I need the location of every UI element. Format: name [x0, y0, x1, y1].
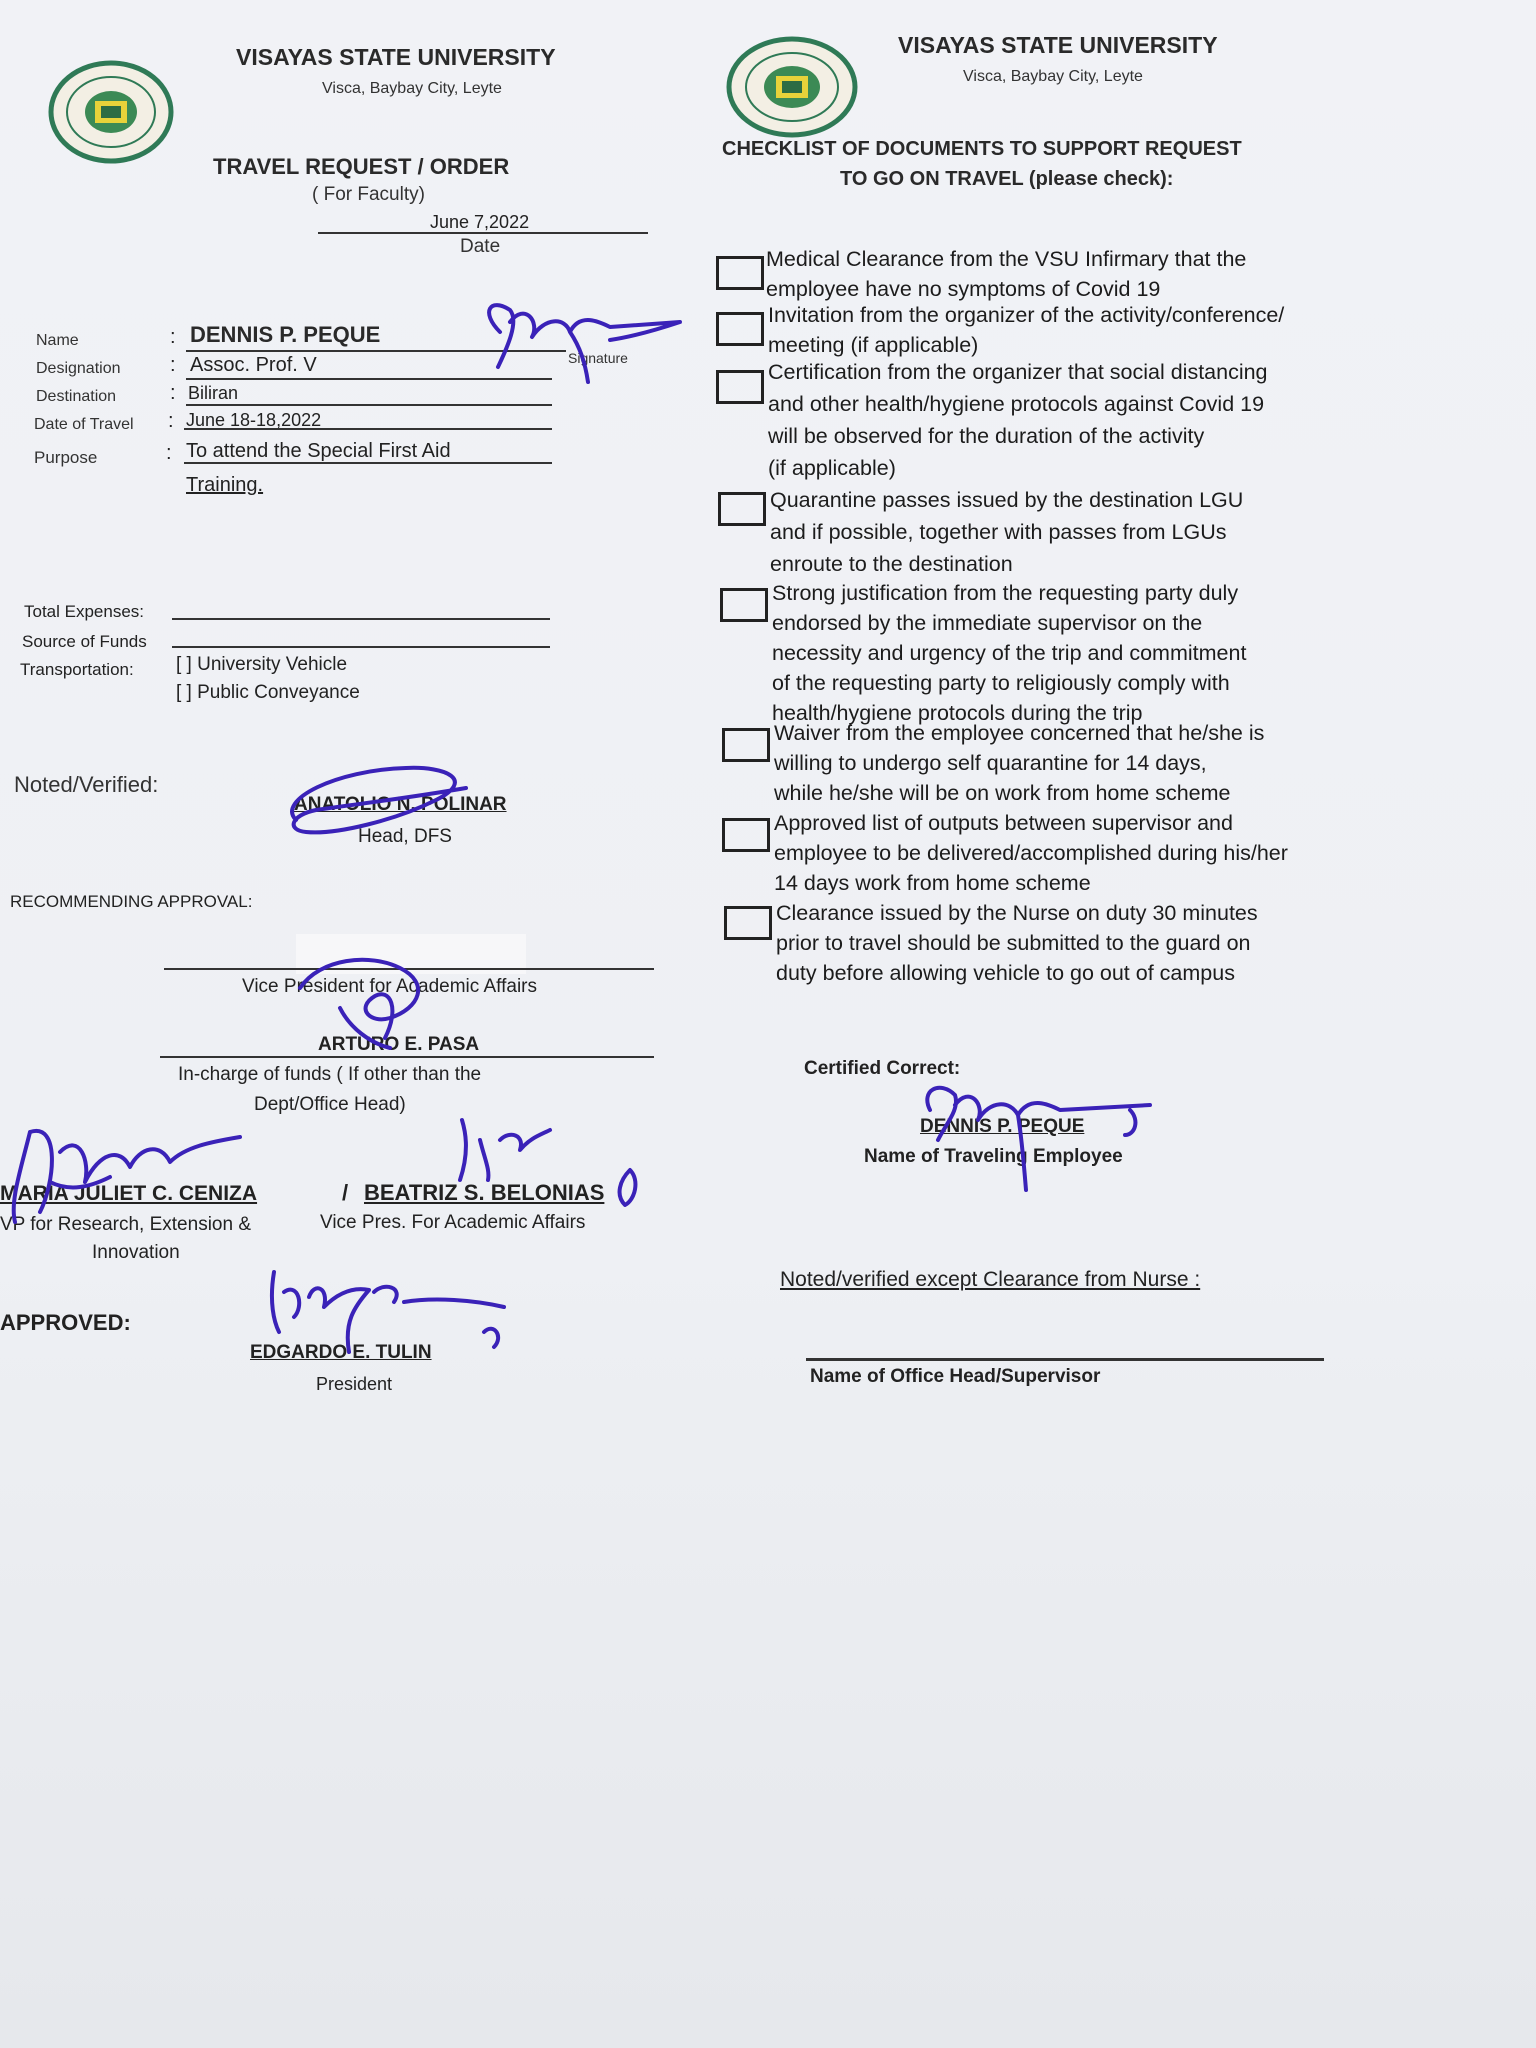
signature-employee-icon [900, 1080, 1160, 1200]
date-line [318, 232, 648, 234]
checklist-item-3: Certification from the organizer that social distancing and other health/hygiene protocols against Covid 19 will be observed for the duration of the activity (if applicable) [768, 360, 1268, 480]
university-name-right: VISAYAS STATE UNIVERSITY [898, 32, 1218, 58]
signature-vp-acad-icon [440, 1110, 650, 1220]
university-name-left: VISAYAS STATE UNIVERSITY [236, 44, 556, 70]
name-value: DENNIS P. PEQUE [190, 322, 381, 347]
signature-vp-academic-icon [280, 948, 460, 1058]
signatory-separator: / [342, 1180, 349, 1205]
certified-correct-label: Certified Correct: [804, 1058, 961, 1079]
purpose-underline-1 [184, 462, 552, 464]
option-university-vehicle: [ ] University Vehicle [176, 654, 348, 675]
office-head-line [806, 1358, 1324, 1361]
vp-research-name: MARIA JULIET C. CENIZA [0, 1182, 258, 1205]
checklist-item-8: Clearance issued by the Nurse on duty 30 minutes prior to travel should be submitted to the guard on duty before allowing vehicle to go out of campus [776, 901, 1258, 985]
signature-label: Signature [568, 350, 628, 366]
funds-title-line-1: In-charge of funds ( If other than the [178, 1064, 482, 1085]
vp-academic-title: Vice President for Academic Affairs [242, 976, 538, 997]
noted-except-label: Noted/verified except Clearance from Nurse : [780, 1268, 1201, 1291]
approved-label: APPROVED: [0, 1310, 131, 1335]
checkbox-waiver[interactable] [722, 728, 770, 762]
purpose-line-1: To attend the Special First Aid [186, 440, 451, 462]
date-of-travel-label: Date of Travel [34, 416, 134, 433]
checkbox-certification[interactable] [716, 370, 764, 404]
total-expenses-label: Total Expenses: [24, 602, 145, 621]
date-of-travel-colon: : [168, 410, 174, 432]
president-name: EDGARDO E. TULIN [250, 1342, 432, 1363]
checkbox-quarantine-passes[interactable] [718, 492, 766, 526]
name-label: Name [36, 332, 79, 349]
university-address-left: Visca, Baybay City, Leyte [322, 80, 502, 97]
noted-title: Head, DFS [358, 826, 452, 847]
form-title: TRAVEL REQUEST / ORDER [213, 154, 510, 179]
employee-name: DENNIS P. PEQUE [920, 1116, 1085, 1137]
checklist-item-2: Invitation from the organizer of the activity/conference/ meeting (if applicable) [768, 303, 1285, 357]
noted-name: ANATOLIO N. POLINAR [294, 794, 507, 815]
transportation-label: Transportation: [20, 660, 134, 679]
destination-line [186, 404, 552, 406]
destination-colon: : [170, 382, 176, 404]
purpose-label: Purpose [34, 448, 98, 467]
recommending-approval-label: RECOMMENDING APPROVAL: [10, 892, 253, 911]
request-date-label: Date [460, 236, 501, 257]
source-of-funds-label: Source of Funds [22, 632, 147, 651]
checkbox-nurse-clearance[interactable] [724, 906, 772, 940]
form-subtitle: ( For Faculty) [312, 184, 425, 205]
university-address-right: Visca, Baybay City, Leyte [963, 68, 1143, 85]
destination-label: Destination [36, 388, 117, 405]
employee-title: Name of Traveling Employee [864, 1146, 1123, 1167]
funds-name: ARTURO E. PASA [318, 1034, 480, 1055]
request-date-value: June 7,2022 [430, 212, 530, 232]
checkbox-medical-clearance[interactable] [716, 256, 764, 290]
vp-acad-title: Vice Pres. For Academic Affairs [320, 1212, 586, 1233]
checklist-item-4: Quarantine passes issued by the destination LGU and if possible, together with passes from LGUs enroute to the destination [770, 488, 1244, 576]
vp-research-title-line-2: Innovation [92, 1242, 180, 1263]
funds-title-line-2: Dept/Office Head) [254, 1094, 406, 1115]
name-colon: : [170, 326, 176, 348]
checklist-item-6: Waiver from the employee concerned that he/she is willing to undergo self quarantine for 14 days, while he/she will be on work from home scheme [774, 721, 1265, 805]
designation-colon: : [170, 354, 176, 376]
checklist-item-5: Strong justification from the requesting party duly endorsed by the immediate supervisor on the necessity and urgency of the trip and commitment of the requesting party to religiously comply with health/hygiene protocols during the trip [772, 581, 1247, 725]
vp-acad-name: BEATRIZ S. BELONIAS [364, 1180, 605, 1205]
designation-label: Designation [36, 360, 121, 377]
total-expenses-line [172, 618, 550, 620]
source-of-funds-line [172, 646, 550, 648]
signature-president-icon [254, 1262, 514, 1362]
checklist-title-line-1: CHECKLIST OF DOCUMENTS TO SUPPORT REQUEST [722, 138, 1242, 160]
checklist-item-7: Approved list of outputs between supervisor and employee to be delivered/accomplished during his/her 14 days work from home scheme [774, 811, 1288, 895]
checkbox-invitation[interactable] [716, 312, 764, 346]
noted-verified-label: Noted/Verified: [14, 772, 159, 797]
date-of-travel-value: June 18-18,2022 [186, 410, 322, 430]
signature-vp-research-icon [0, 1092, 260, 1242]
university-seal-right-icon [726, 36, 858, 138]
checklist-title-line-2: TO GO ON TRAVEL (please check): [840, 168, 1174, 190]
university-seal-left-icon [48, 60, 174, 164]
checklist-item-1: Medical Clearance from the VSU Infirmary that the employee have no symptoms of Covid 19 [766, 247, 1247, 301]
checkbox-approved-outputs[interactable] [722, 818, 770, 852]
vp-research-title-line-1: VP for Research, Extension & [0, 1214, 251, 1235]
option-public-conveyance: [ ] Public Conveyance [176, 682, 360, 703]
office-head-label: Name of Office Head/Supervisor [810, 1366, 1101, 1387]
purpose-line-2: Training. [186, 474, 264, 496]
checkbox-strong-justification[interactable] [720, 588, 768, 622]
destination-value: Biliran [188, 383, 239, 403]
purpose-colon: : [166, 442, 172, 464]
date-of-travel-line [184, 428, 552, 430]
signature-requester-icon [470, 292, 700, 392]
president-title: President [316, 1374, 393, 1394]
designation-value: Assoc. Prof. V [190, 354, 317, 376]
signature-noted-icon [276, 760, 496, 850]
